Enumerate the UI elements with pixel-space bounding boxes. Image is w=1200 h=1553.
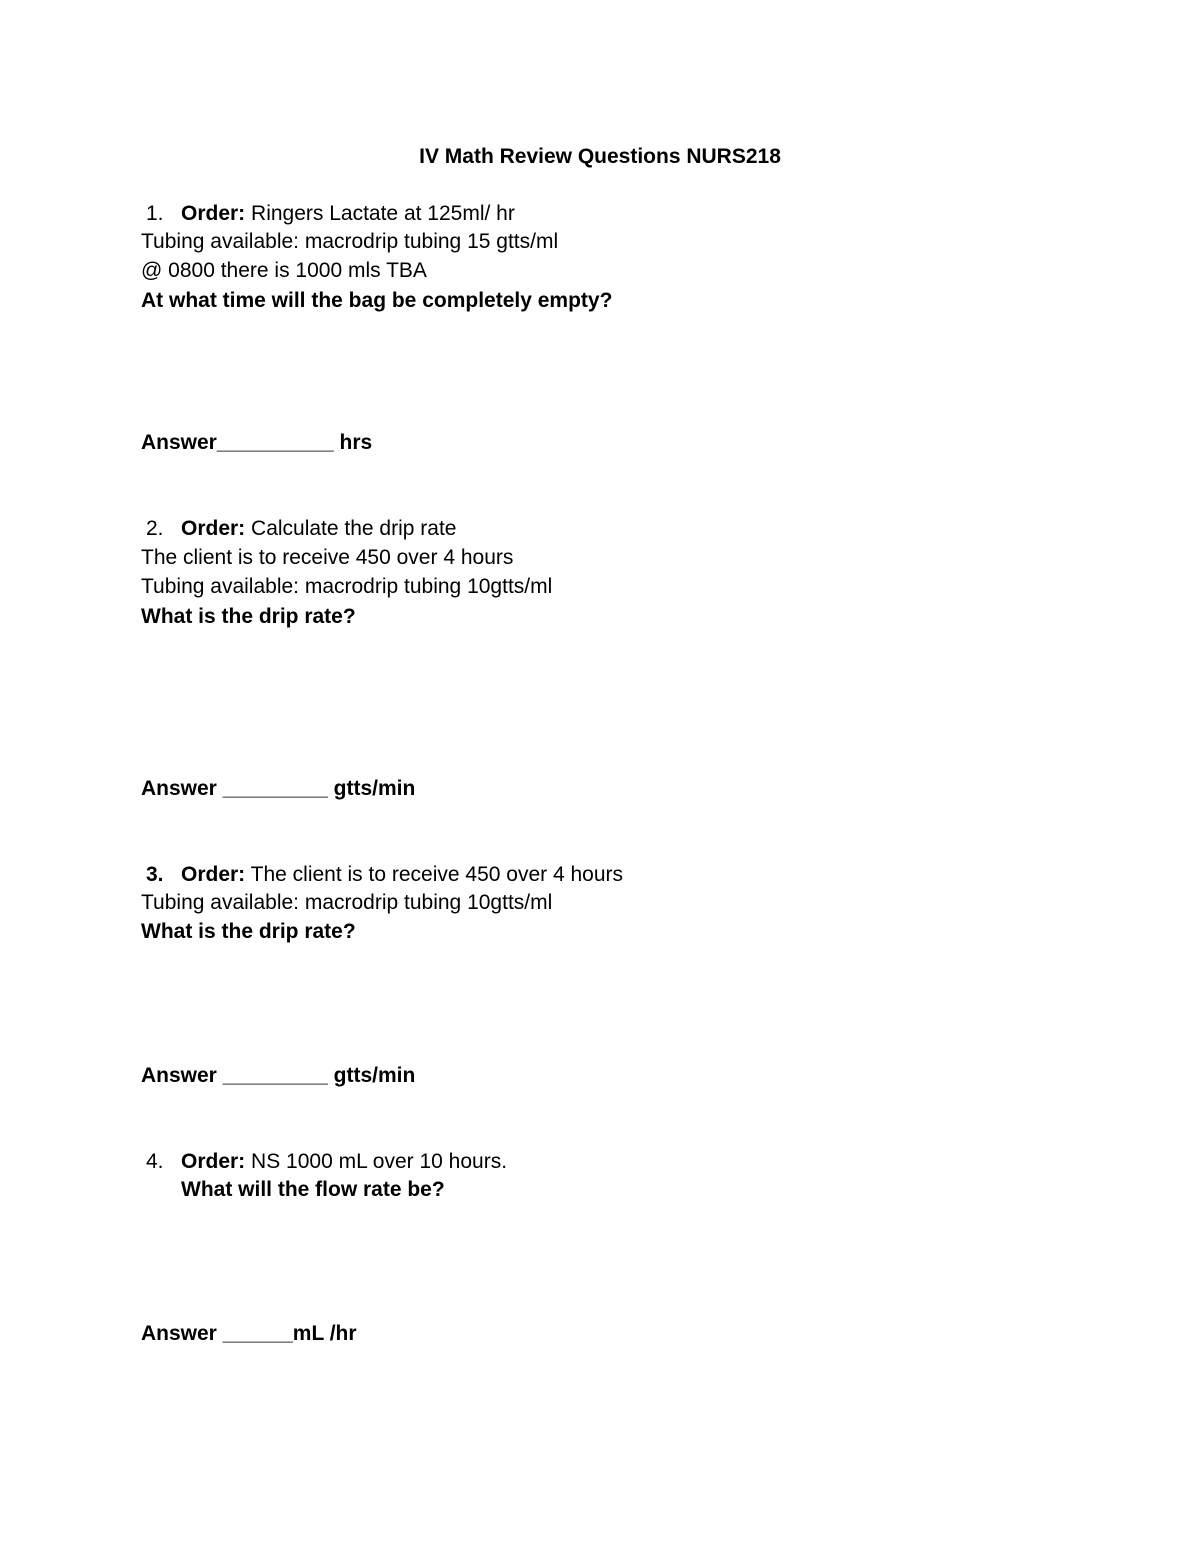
question-3-line: Tubing available: macrodrip tubing 10gtts/ml	[141, 891, 553, 914]
question-4-prompt: What will the flow rate be?	[181, 1178, 445, 1201]
question-number: 3.	[146, 863, 164, 886]
question-number: 1.	[146, 202, 164, 225]
question-2-prompt: What is the drip rate?	[141, 605, 356, 628]
order-label: Order:	[181, 517, 246, 540]
question-3-answer: Answer _________ gtts/min	[141, 1064, 416, 1087]
page-title: IV Math Review Questions NURS218	[419, 145, 781, 168]
question-2-answer: Answer _________ gtts/min	[141, 777, 416, 800]
question-3-order	[141, 861, 623, 889]
order-text: Ringers Lactate at 125ml/ hr	[245, 202, 515, 225]
order-text: Calculate the drip rate	[245, 517, 457, 540]
order-label: Order:	[181, 202, 246, 225]
question-1-line: @ 0800 there is 1000 mls TBA	[141, 259, 427, 282]
question-1-prompt: At what time will the bag be completely empty?	[141, 289, 613, 312]
question-2-line: The client is to receive 450 over 4 hours	[141, 546, 514, 569]
question-number: 2.	[146, 517, 164, 540]
question-4-order	[141, 1148, 507, 1176]
question-2-line: Tubing available: macrodrip tubing 10gtts/ml	[141, 575, 553, 598]
question-1-answer: Answer__________ hrs	[141, 431, 373, 454]
order-text: The client is to receive 450 over 4 hours	[245, 863, 624, 886]
order-label: Order:	[181, 1150, 246, 1173]
question-4-answer: Answer ______mL /hr	[141, 1322, 357, 1345]
order-label: Order:	[181, 863, 246, 886]
question-2-order	[141, 515, 456, 543]
question-1-line: Tubing available: macrodrip tubing 15 gtts/ml	[141, 230, 559, 253]
question-1-order	[141, 200, 515, 228]
order-text: NS 1000 mL over 10 hours.	[245, 1150, 508, 1173]
question-3-prompt: What is the drip rate?	[141, 920, 356, 943]
question-number: 4.	[146, 1150, 164, 1173]
